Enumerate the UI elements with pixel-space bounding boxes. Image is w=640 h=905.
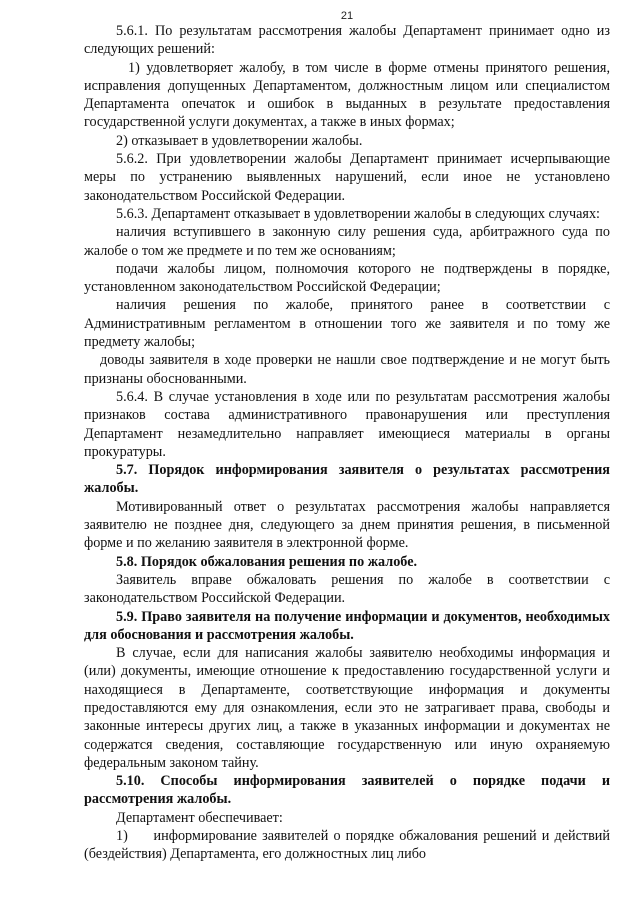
paragraph-5-7: Мотивированный ответ о результатах рассмотрения жалобы направляется заявителю не позднее дня, следующего за днем принятия решения, в письменной форме и по желанию заявителя в электронной форме. (84, 498, 610, 552)
paragraph-5-10-item-1: 1) информирование заявителей о порядке обжалования решений и действий (бездействия) Департамента, его должностных лиц либо (84, 828, 610, 863)
heading-5-9: 5.9. Право заявителя на получение информации и документов, необходимых для обоснования и рассмотрения жалобы. (84, 608, 610, 643)
paragraph-5-6-3-case-b: подачи жалобы лицом, полномочия которого не подтверждены в порядке, установленном законодательством Российской Федерации; (84, 260, 610, 296)
paragraph-5-8: Заявитель вправе обжаловать решения по жалобе в соответствии с законодательством Российской Федерации. (84, 571, 610, 607)
document-body (84, 22, 610, 864)
paragraph-5-6-3-case-c: наличия решения по жалобе, принятого ранее в соответствии с Административным регламентом в отношении того же заявителя и по тому же предмету жалобы; (84, 297, 610, 351)
paragraph-5-6-3: 5.6.3. Департамент отказывает в удовлетворении жалобы в следующих случаях: (116, 205, 600, 222)
paragraph-5-6-4: 5.6.4. В случае установления в ходе или по результатам рассмотрения жалобы признаков состава административного правонарушения или преступления Департамент незамедлительно направляет имеющиеся материалы в органы прокуратуры. (84, 388, 610, 460)
heading-5-10: 5.10. Способы информирования заявителей о порядке подачи и рассмотрения жалобы. (84, 773, 610, 808)
heading-5-7: 5.7. Порядок информирования заявителя о результатах рассмотрения жалобы. (84, 462, 610, 497)
heading-5-8: 5.8. Порядок обжалования решения по жалобе. (116, 553, 418, 570)
paragraph-5-6-2: 5.6.2. При удовлетворении жалобы Департамент принимает исчерпывающие меры по устранению выявленных нарушений, если иное не установлено законодательством Российской Федерации. (84, 151, 610, 204)
paragraph-5-6-3-case-d: доводы заявителя в ходе проверки не нашли свое подтверждение и не могут быть признаны обоснованными. (84, 352, 610, 387)
paragraph-5-6-1-option-2: 2) отказывает в удовлетворении жалобы. (116, 132, 363, 149)
paragraph-5-6-1-option-1: 1) удовлетворяет жалобу, в том числе в форме отмены принятого решения, исправления допущенных Департаментом, должностным лицом или специалистом Департамента опечаток и ошибок в выданных в результате предоставления государственной услуги документах, а также в иных формах; (84, 59, 610, 131)
page-number: 21 (340, 10, 354, 22)
paragraph-5-6-3-case-a: наличия вступившего в законную силу решения суда, арбитражного суда по жалобе о том же предмете и по тем же основаниям; (84, 224, 610, 259)
paragraph-5-10: Департамент обеспечивает: (116, 809, 283, 826)
paragraph-5-9: В случае, если для написания жалобы заявителю необходимы информация и (или) документы, имеющие отношение к предоставлению государственной услуги и находящиеся в Департаменте, соответствующие информация и документы предоставляются ему для ознакомления, если это не затрагивает права, свободы и законные интересы других лиц, а также в указанных информации и документах не содержатся сведения, составляющие государственную или иную охраняемую федеральным законом тайну. (84, 645, 610, 771)
paragraph-5-6-1: 5.6.1. По результатам рассмотрения жалобы Департамент принимает одно из следующих решений: (84, 23, 610, 58)
